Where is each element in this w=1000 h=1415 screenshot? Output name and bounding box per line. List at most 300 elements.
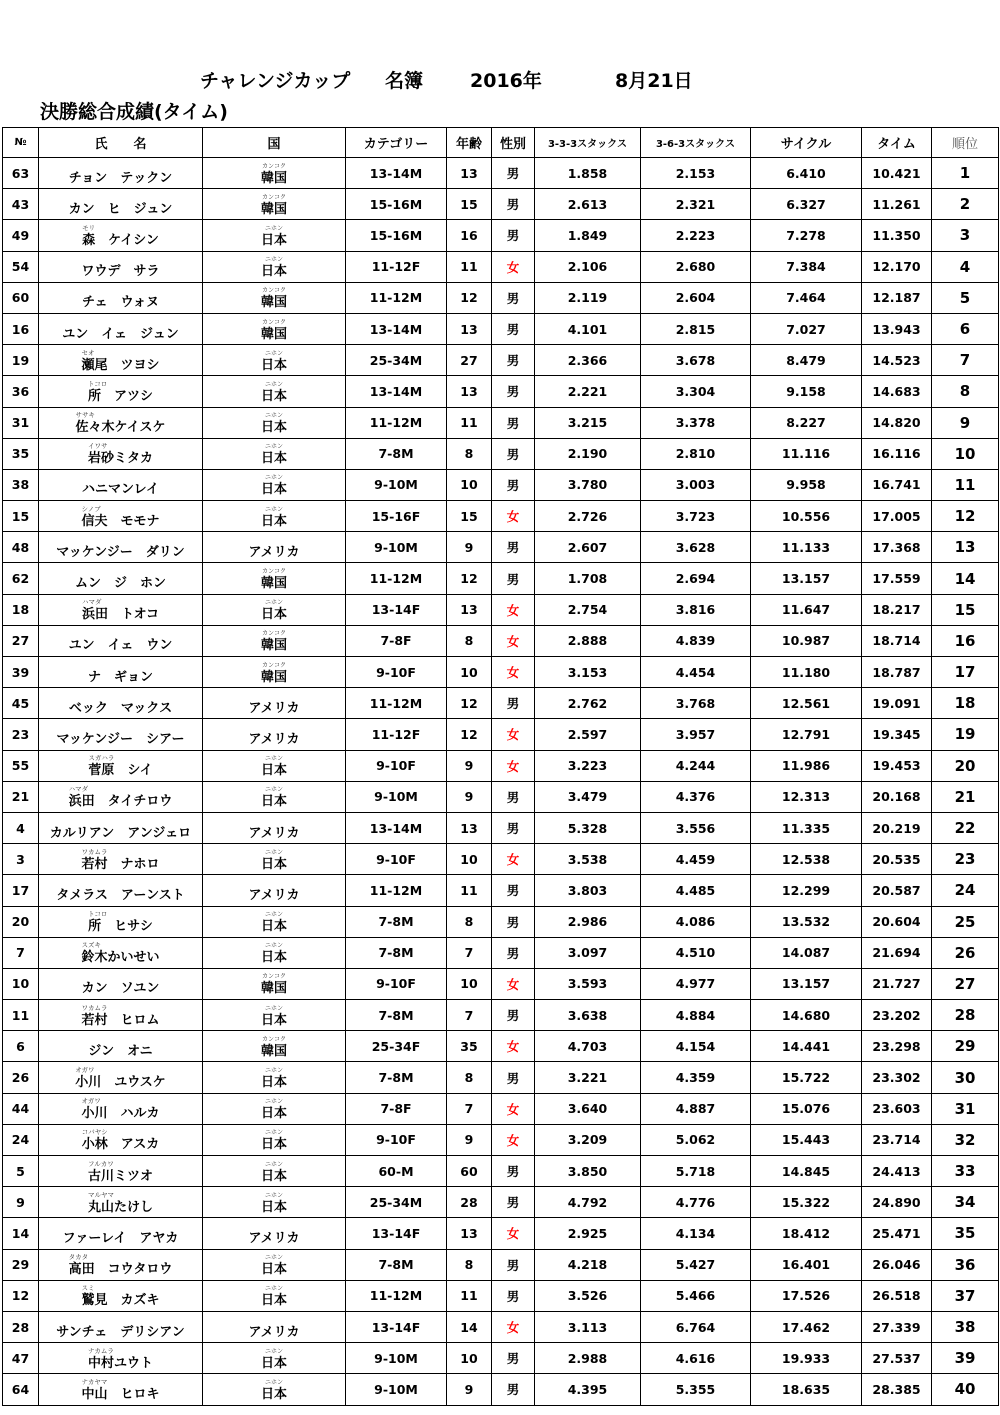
rank: 5 <box>932 282 999 313</box>
stacks-333-time: 3.538 <box>535 844 641 875</box>
table-row <box>3 376 999 407</box>
athlete-name: 瀬尾 ツヨシ <box>81 357 160 373</box>
cycle-time: 12.538 <box>751 844 862 875</box>
country-name: アメリカ <box>248 731 300 747</box>
athlete-name: 中村ユウト <box>87 1355 153 1371</box>
table-row <box>3 1000 999 1031</box>
name-furigana: スミ <box>81 1284 95 1293</box>
name-furigana: セオ <box>81 348 95 357</box>
country-furigana: カンコク <box>261 1035 286 1043</box>
country-cell <box>203 1124 346 1155</box>
stacks-363-time: 3.723 <box>641 501 751 532</box>
table-header-row <box>3 128 999 158</box>
category: 9-10M <box>346 781 447 812</box>
table-row <box>3 1249 999 1280</box>
category: 25-34F <box>346 1031 447 1062</box>
cycle-time: 11.133 <box>751 532 862 563</box>
sex: 女 <box>492 750 535 781</box>
age: 9 <box>447 1124 492 1155</box>
category: 9-10F <box>346 968 447 999</box>
rank: 36 <box>932 1249 999 1280</box>
cycle-time: 17.462 <box>751 1311 862 1342</box>
stacks-363-time: 6.764 <box>641 1311 751 1342</box>
age: 15 <box>447 189 492 220</box>
table-row <box>3 968 999 999</box>
stacks-363-time: 2.815 <box>641 313 751 344</box>
sex: 男 <box>492 875 535 906</box>
country-furigana: ニホン <box>264 1098 283 1106</box>
name-furigana: タカタ <box>68 1253 89 1262</box>
category: 60-M <box>346 1156 447 1187</box>
country-name: アメリカ <box>248 544 300 560</box>
entry-number: 21 <box>3 781 39 812</box>
age: 60 <box>447 1156 492 1187</box>
country-furigana: ニホン <box>264 1347 283 1355</box>
entry-number: 24 <box>3 1124 39 1155</box>
sex: 男 <box>492 563 535 594</box>
col-header-age: 年齢 <box>447 128 492 158</box>
stacks-363-time: 2.223 <box>641 220 751 251</box>
age: 10 <box>447 844 492 875</box>
stacks-333-time: 3.638 <box>535 1000 641 1031</box>
stacks-363-time: 4.884 <box>641 1000 751 1031</box>
cycle-time: 15.322 <box>751 1187 862 1218</box>
rank: 17 <box>932 657 999 688</box>
sex: 女 <box>492 1031 535 1062</box>
sex: 男 <box>492 688 535 719</box>
rank: 28 <box>932 1000 999 1031</box>
rank: 25 <box>932 906 999 937</box>
cycle-time: 14.845 <box>751 1156 862 1187</box>
name-furigana: シノブ <box>81 504 101 513</box>
country-name: 韓国 <box>260 1043 287 1059</box>
stacks-363-time: 2.694 <box>641 563 751 594</box>
country-furigana: ニホン <box>264 1129 283 1137</box>
stacks-333-time: 2.754 <box>535 594 641 625</box>
stacks-333-time: 3.803 <box>535 875 641 906</box>
total-time: 10.421 <box>862 158 932 189</box>
name-furigana: コバヤシ <box>81 1128 108 1137</box>
stacks-363-time: 3.816 <box>641 594 751 625</box>
stacks-333-time: 2.190 <box>535 438 641 469</box>
cycle-time: 7.464 <box>751 282 862 313</box>
sex: 男 <box>492 158 535 189</box>
athlete-name: 古川ミツオ <box>87 1168 153 1184</box>
table-row <box>3 469 999 500</box>
cycle-time: 8.479 <box>751 345 862 376</box>
stacks-333-time: 3.221 <box>535 1062 641 1093</box>
category: 11-12M <box>346 875 447 906</box>
age: 10 <box>447 1343 492 1374</box>
country-cell <box>203 189 346 220</box>
table-row <box>3 1218 999 1249</box>
total-time: 19.453 <box>862 750 932 781</box>
rank: 32 <box>932 1124 999 1155</box>
sex: 男 <box>492 532 535 563</box>
age: 12 <box>447 719 492 750</box>
table-row <box>3 220 999 251</box>
cycle-time: 19.933 <box>751 1343 862 1374</box>
country-cell <box>203 875 346 906</box>
athlete-name-cell <box>39 345 203 376</box>
athlete-name: 中山 ヒロキ <box>81 1386 160 1402</box>
country-name: アメリカ <box>248 887 300 903</box>
entry-number: 10 <box>3 968 39 999</box>
age: 13 <box>447 313 492 344</box>
total-time: 26.046 <box>862 1249 932 1280</box>
country-name: 韓国 <box>260 669 287 685</box>
stacks-363-time: 4.776 <box>641 1187 751 1218</box>
rank: 6 <box>932 313 999 344</box>
table-row <box>3 657 999 688</box>
country-furigana: ニホン <box>264 1067 283 1075</box>
cycle-time: 11.180 <box>751 657 862 688</box>
rank: 30 <box>932 1062 999 1093</box>
stacks-363-time: 3.304 <box>641 376 751 407</box>
sex: 女 <box>492 1093 535 1124</box>
country-name: 日本 <box>260 420 287 436</box>
entry-number: 48 <box>3 532 39 563</box>
athlete-name: カン ヒ ジュン <box>68 201 173 217</box>
cycle-time: 18.635 <box>751 1374 862 1405</box>
athlete-name: ナ ギョン <box>87 669 153 685</box>
name-furigana: オガワ <box>75 1066 95 1075</box>
sex: 男 <box>492 220 535 251</box>
country-furigana: ニホン <box>264 942 283 950</box>
sex: 女 <box>492 501 535 532</box>
country-name: 日本 <box>260 482 287 498</box>
stacks-363-time: 2.321 <box>641 189 751 220</box>
country-cell <box>203 220 346 251</box>
stacks-363-time: 4.977 <box>641 968 751 999</box>
entry-number: 14 <box>3 1218 39 1249</box>
stacks-333-time: 5.328 <box>535 812 641 843</box>
country-cell <box>203 469 346 500</box>
name-furigana: スガハラ <box>88 754 115 763</box>
table-row <box>3 563 999 594</box>
country-cell <box>203 501 346 532</box>
stacks-333-time: 3.479 <box>535 781 641 812</box>
sex: 女 <box>492 251 535 282</box>
total-time: 14.820 <box>862 407 932 438</box>
age: 11 <box>447 875 492 906</box>
category: 15-16F <box>346 501 447 532</box>
sex: 男 <box>492 282 535 313</box>
col-header-333-stacks: 3-3-3スタックス <box>535 128 641 158</box>
cycle-time: 14.680 <box>751 1000 862 1031</box>
category: 7-8M <box>346 937 447 968</box>
stacks-363-time: 5.466 <box>641 1280 751 1311</box>
athlete-name-cell <box>39 189 203 220</box>
athlete-name: ユン イェ ウン <box>68 638 173 654</box>
country-cell <box>203 657 346 688</box>
age: 13 <box>447 158 492 189</box>
age: 12 <box>447 563 492 594</box>
category: 7-8M <box>346 1062 447 1093</box>
stacks-363-time: 2.680 <box>641 251 751 282</box>
athlete-name-cell <box>39 750 203 781</box>
table-row <box>3 906 999 937</box>
sex: 男 <box>492 376 535 407</box>
total-time: 26.518 <box>862 1280 932 1311</box>
col-header-name: 氏 名 <box>39 128 203 158</box>
athlete-name-cell <box>39 1031 203 1062</box>
table-row <box>3 532 999 563</box>
entry-number: 55 <box>3 750 39 781</box>
age: 28 <box>447 1187 492 1218</box>
entry-number: 3 <box>3 844 39 875</box>
results-table <box>2 127 999 1406</box>
age: 13 <box>447 594 492 625</box>
stacks-363-time: 2.153 <box>641 158 751 189</box>
athlete-name-cell <box>39 438 203 469</box>
category: 7-8M <box>346 906 447 937</box>
category: 9-10F <box>346 750 447 781</box>
table-row <box>3 781 999 812</box>
age: 10 <box>447 657 492 688</box>
cycle-time: 7.384 <box>751 251 862 282</box>
country-cell <box>203 345 346 376</box>
entry-number: 19 <box>3 345 39 376</box>
age: 14 <box>447 1311 492 1342</box>
total-time: 17.368 <box>862 532 932 563</box>
name-furigana: ワカムラ <box>81 847 108 856</box>
rank: 24 <box>932 875 999 906</box>
athlete-name-cell <box>39 1249 203 1280</box>
name-furigana: ハマダ <box>81 598 102 607</box>
country-furigana: ニホン <box>264 474 283 482</box>
country-furigana: ニホン <box>264 786 283 794</box>
entry-number: 49 <box>3 220 39 251</box>
country-cell <box>203 937 346 968</box>
stacks-363-time: 3.957 <box>641 719 751 750</box>
age: 9 <box>447 532 492 563</box>
country-furigana: ニホン <box>264 599 283 607</box>
entry-number: 20 <box>3 906 39 937</box>
name-furigana: ササキ <box>75 411 96 420</box>
athlete-name: 佐々木ケイスケ <box>75 420 166 436</box>
age: 8 <box>447 625 492 656</box>
rank: 19 <box>932 719 999 750</box>
country-name: アメリカ <box>248 1230 300 1246</box>
rank: 39 <box>932 1343 999 1374</box>
total-time: 25.471 <box>862 1218 932 1249</box>
country-furigana: ニホン <box>264 443 283 451</box>
stacks-333-time: 2.888 <box>535 625 641 656</box>
stacks-333-time: 2.988 <box>535 1343 641 1374</box>
entry-number: 4 <box>3 812 39 843</box>
rank: 31 <box>932 1093 999 1124</box>
entry-number: 27 <box>3 625 39 656</box>
stacks-333-time: 3.850 <box>535 1156 641 1187</box>
country-furigana: カンコク <box>261 162 286 170</box>
country-name: 日本 <box>260 950 287 966</box>
country-furigana: ニホン <box>264 1378 283 1386</box>
athlete-name: 岩砂ミタカ <box>87 451 153 467</box>
sex: 男 <box>492 469 535 500</box>
rank: 3 <box>932 220 999 251</box>
entry-number: 18 <box>3 594 39 625</box>
name-furigana: ハマダ <box>68 785 89 794</box>
category: 13-14F <box>346 1218 447 1249</box>
athlete-name-cell <box>39 1280 203 1311</box>
entry-number: 31 <box>3 407 39 438</box>
category: 11-12M <box>346 407 447 438</box>
country-furigana: カンコク <box>261 193 286 201</box>
country-name: 韓国 <box>260 326 287 342</box>
name-furigana: ナカヤマ <box>81 1377 108 1386</box>
event-year: 2016年 <box>470 70 542 92</box>
country-name: アメリカ <box>248 825 300 841</box>
athlete-name: ジン オニ <box>88 1043 153 1059</box>
cycle-time: 10.987 <box>751 625 862 656</box>
table-row <box>3 251 999 282</box>
total-time: 14.683 <box>862 376 932 407</box>
rank: 34 <box>932 1187 999 1218</box>
athlete-name: 若村 ナホロ <box>81 856 160 872</box>
athlete-name-cell <box>39 563 203 594</box>
cycle-time: 6.410 <box>751 158 862 189</box>
category: 15-16M <box>346 220 447 251</box>
athlete-name-cell <box>39 1343 203 1374</box>
stacks-363-time: 4.134 <box>641 1218 751 1249</box>
stacks-333-time: 2.986 <box>535 906 641 937</box>
entry-number: 36 <box>3 376 39 407</box>
table-row <box>3 438 999 469</box>
document-header <box>0 66 1000 96</box>
sex: 男 <box>492 407 535 438</box>
total-time: 23.714 <box>862 1124 932 1155</box>
stacks-333-time: 2.597 <box>535 719 641 750</box>
category: 9-10F <box>346 657 447 688</box>
category: 7-8F <box>346 1093 447 1124</box>
name-furigana: モリ <box>82 223 96 232</box>
country-furigana: ニホン <box>264 1285 283 1293</box>
athlete-name: マッケンジー シアー <box>56 731 185 747</box>
table-row <box>3 345 999 376</box>
age: 35 <box>447 1031 492 1062</box>
name-furigana: ワカムラ <box>81 1003 108 1012</box>
athlete-name: カルリアン アンジェロ <box>49 825 192 841</box>
country-furigana: ニホン <box>264 1160 283 1168</box>
country-name: 日本 <box>260 1386 287 1402</box>
cycle-time: 9.958 <box>751 469 862 500</box>
total-time: 12.170 <box>862 251 932 282</box>
stacks-363-time: 5.427 <box>641 1249 751 1280</box>
category: 7-8M <box>346 1249 447 1280</box>
col-header-rank: 順位 <box>932 128 999 158</box>
stacks-363-time: 4.244 <box>641 750 751 781</box>
table-row <box>3 1124 999 1155</box>
stacks-333-time: 2.607 <box>535 532 641 563</box>
sex: 女 <box>492 968 535 999</box>
country-name: 韓国 <box>260 981 287 997</box>
sex: 男 <box>492 937 535 968</box>
athlete-name-cell <box>39 158 203 189</box>
table-row <box>3 719 999 750</box>
rank: 9 <box>932 407 999 438</box>
sex: 男 <box>492 1343 535 1374</box>
sex: 女 <box>492 625 535 656</box>
country-name: 日本 <box>260 1106 287 1122</box>
country-cell <box>203 282 346 313</box>
cycle-time: 14.087 <box>751 937 862 968</box>
age: 12 <box>447 282 492 313</box>
cycle-time: 13.157 <box>751 968 862 999</box>
entry-number: 26 <box>3 1062 39 1093</box>
cycle-time: 13.532 <box>751 906 862 937</box>
stacks-333-time: 4.395 <box>535 1374 641 1405</box>
stacks-333-time: 4.218 <box>535 1249 641 1280</box>
stacks-333-time: 3.640 <box>535 1093 641 1124</box>
country-name: 日本 <box>260 794 287 810</box>
category: 9-10F <box>346 1124 447 1155</box>
country-cell <box>203 625 346 656</box>
table-row <box>3 1311 999 1342</box>
stacks-333-time: 2.119 <box>535 282 641 313</box>
cycle-time: 12.561 <box>751 688 862 719</box>
sex: 男 <box>492 1062 535 1093</box>
athlete-name: 小林 アスカ <box>81 1137 160 1153</box>
rank: 10 <box>932 438 999 469</box>
country-cell <box>203 719 346 750</box>
athlete-name-cell <box>39 1187 203 1218</box>
table-row <box>3 1280 999 1311</box>
country-cell <box>203 1249 346 1280</box>
total-time: 14.523 <box>862 345 932 376</box>
country-name: アメリカ <box>248 1324 300 1340</box>
country-name: 日本 <box>260 1262 287 1278</box>
total-time: 28.385 <box>862 1374 932 1405</box>
table-row <box>3 1187 999 1218</box>
stacks-333-time: 3.780 <box>535 469 641 500</box>
country-cell <box>203 407 346 438</box>
age: 9 <box>447 781 492 812</box>
country-cell <box>203 1000 346 1031</box>
col-header-no: № <box>3 128 39 158</box>
stacks-333-time: 3.215 <box>535 407 641 438</box>
age: 7 <box>447 1093 492 1124</box>
total-time: 13.943 <box>862 313 932 344</box>
rank: 37 <box>932 1280 999 1311</box>
total-time: 23.302 <box>862 1062 932 1093</box>
sex: 男 <box>492 1156 535 1187</box>
entry-number: 54 <box>3 251 39 282</box>
athlete-name-cell <box>39 625 203 656</box>
country-name: 日本 <box>260 357 287 373</box>
stacks-333-time: 3.113 <box>535 1311 641 1342</box>
total-time: 19.345 <box>862 719 932 750</box>
rank: 13 <box>932 532 999 563</box>
category: 9-10M <box>346 1374 447 1405</box>
athlete-name-cell <box>39 812 203 843</box>
stacks-333-time: 3.223 <box>535 750 641 781</box>
name-furigana: トコロ <box>87 379 108 388</box>
table-row <box>3 501 999 532</box>
rank: 4 <box>932 251 999 282</box>
table-row <box>3 1062 999 1093</box>
country-name: 韓国 <box>260 638 287 654</box>
country-name: 日本 <box>260 1293 287 1309</box>
athlete-name: サンチェ デリシアン <box>56 1324 185 1340</box>
age: 9 <box>447 750 492 781</box>
athlete-name-cell <box>39 937 203 968</box>
name-furigana: マルヤマ <box>87 1190 114 1199</box>
name-furigana: オガワ <box>81 1097 101 1106</box>
country-cell <box>203 376 346 407</box>
rank: 18 <box>932 688 999 719</box>
country-name: 韓国 <box>260 576 287 592</box>
